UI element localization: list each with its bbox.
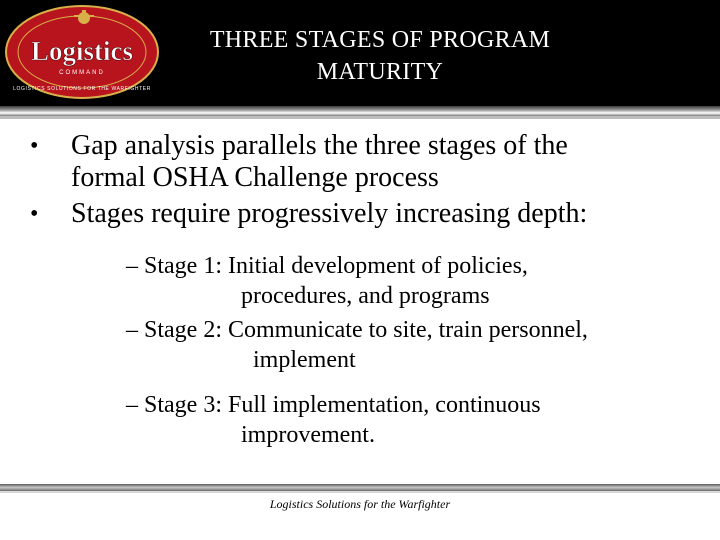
bullet-text-line2: formal OSHA Challenge process [71,162,439,193]
slide-title-line2: MATURITY [316,59,444,85]
stage-item [126,315,706,375]
slide-title [170,24,590,88]
bullet-item [26,130,706,194]
stage-text-line1: – Stage 3: Full implementation, continuous [126,392,541,418]
footer-divider-shadow [0,491,720,493]
bullet-list [26,130,706,234]
header-band [0,0,720,106]
footer-tagline: Logistics Solutions for the Warfighter [269,497,451,511]
logo-sub: COMMAND [59,70,105,76]
bullet-dot-icon: • [30,201,39,227]
stage-text-line2: procedures, and programs [241,283,490,309]
stage-item [126,390,706,450]
bullet-item [26,198,706,230]
bullet-text-line1: Stages require progressively increasing depth: [71,198,588,229]
stage-text-line1: – Stage 2: Communicate to site, train personnel, [126,317,588,343]
logo-ring-text: LOGISTICS SOLUTIONS FOR THE WARFIGHTER [13,86,151,92]
header-divider [0,106,720,116]
stage-item [126,251,706,311]
slide-title-line1: THREE STAGES OF PROGRAM [209,27,551,53]
stage-text-line2: implement [253,347,356,373]
footer-divider [0,484,720,491]
stage-text-line1: – Stage 1: Initial development of policies, [126,253,528,279]
bullet-text-line1: Gap analysis parallels the three stages of the [71,130,568,161]
logistics-command-seal-logo [4,4,160,100]
header-divider-shadow [0,116,720,119]
bullet-dot-icon: • [30,133,39,159]
logo-word: Logistics [30,36,134,66]
stage-text-line2: improvement. [241,422,375,448]
